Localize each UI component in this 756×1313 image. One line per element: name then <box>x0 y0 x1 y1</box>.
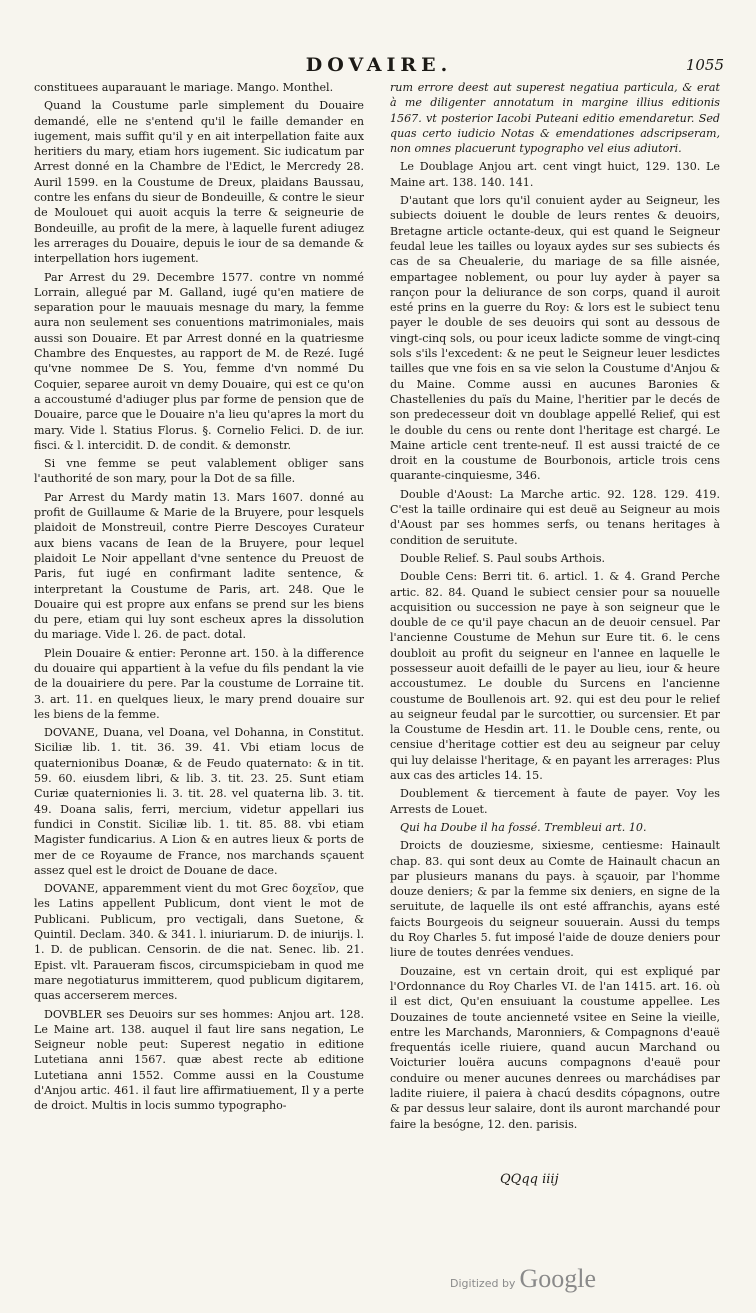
paragraph: Double d'Aoust: La Marche artic. 92. 128. 129. 419. C'est la taille ordinaire qui est deuë au Seigneur au mois d'Aoust par ses hommes serfs, ou tenans heritages à condition de seruitute. <box>390 487 720 547</box>
paragraph: Doublement & tiercement à faute de payer. Voy les Arrests de Louet. <box>390 787 720 816</box>
paragraph: Qui ha Doube il ha fossé. Trembleui art. 10. <box>400 820 647 834</box>
left-column <box>34 80 364 1175</box>
digitization-credit <box>450 1264 596 1294</box>
paragraph: Double Cens: Berri tit. 6. articl. 1. & 4. Grand Perche artic. 82. 84. Quand le subiect censier pour sa nouuelle acquisition ou succession ne paye à son seigneur que le double de ce qu'il paye chacun an de deuoir censuel. Par l'ancienne Coustume de Mehun sur Eure tit. 6. le cens doubloit au profit du seigneur en l'annee en laquelle le possesseur auoit defailli de le payer au lieu, iour & heure accoustumez. Le double du Surcens en l'ancienne coustume de Boullenois art. 92. qui est deu pour le relief au seigneur feudal par le surcottier, ou surcensier. Et par la Coustume de Hesdin art. 11. le Double cens, rente, ou censiue d'heritage cottier est deu au seigneur par celuy qui luy delaisse l'heritage, & en payant les arrerages: Plus aux cas des articles 14. 15. <box>390 570 720 783</box>
paragraph: Plein Douaire & entier: Peronne art. 150. à la difference du douaire qui appartient à la vefue du fils pendant la vie de la douairiere du pere. Par la coustume de Lorraine tit. 3. art. 11. en quelques lieux, le mary prend douaire sur les biens de la femme. <box>34 646 364 721</box>
running-head: DOVAIRE. <box>305 54 453 76</box>
right-column <box>390 80 720 1175</box>
paragraph: rum errore deest aut superest negatiua particula, & erat à me diligenter annotatum in margine illius editionis 1567. vt posterior Iacobi Puteani editio emendaretur. Sed quas certo iudicio Notas & emendationes adscripseram, non omnes placuerunt typographo vel eius adiutori. <box>390 81 720 156</box>
paragraph: Si vne femme se peut valablement obliger sans l'authorité de son mary, pour la Dot de sa fille. <box>34 457 364 486</box>
google-logo: Google <box>519 1264 596 1293</box>
page-number: 1055 <box>685 56 724 74</box>
paragraph: Douzaine, est vn certain droit, qui est expliqué par l'Ordonnance du Roy Charles VI. de l'an 1415. art. 16. où il est dict, Qu'en ensuiuant la coustume appellee. Les Douzaines de toute ancienneté vsitee en Seine la vieille, entre les Marchands, Maronniers, & Compagnons d'eauë frequentás icelle riuiere, quand aucun Marchand ou Voicturier louëra aucuns compagnons d'eauë pour conduire ou mener aucunes denrees ou marchádises par ladite riuiere, il paiera à chacú desdits cópagnons, outre & par dessus leur salaire, dont ils auront marchandé pour faire la besógne, 12. den. parisis. <box>390 964 720 1131</box>
paragraph: DOVBLER ses Deuoirs sur ses hommes: Anjou art. 128. Le Maine art. 138. auquel il faut lire sans negation, Le Seigneur noble peut: Superest negatio in editione Lutetiana anni 1567. quæ abest recte ab editione Lutetiana anni 1552. Comme aussi en la Coustume d'Anjou artic. 461. il faut lire affirmatiuement, Il y a perte de droict. Multis in locis summo typographo- <box>34 1007 364 1113</box>
paragraph: Par Arrest du Mardy matin 13. Mars 1607. donné au profit de Guillaume & Marie de la Bruyere, pour lesquels plaidoit de Monstreuil, contre Pierre Descoyes Curateur aux biens vacans de Iean de la Bruyere, pour lequel plaidoit Le Noir appellant d'vne sentence du Preuost de Paris, fut iugé en confirmant ladite sentence, & interpretant la Coustume de Paris, art. 248. Que le Douaire qui est propre aux enfans se prend sur les biens du pere, etiam qui luy sont escheux apres la dissolution du mariage. Vide l. 26. de pact. dotal. <box>34 490 364 642</box>
paragraph: Droicts de douziesme, sixiesme, centiesme: Hainault chap. 83. qui sont deux au Comte de Hainault chacun an par plusieurs manans du pays. à sçauoir, par l'homme douze deniers; & par la femme six deniers, en signe de la seruitute, de laquelle ils ont esté affranchis, ayans esté faicts Bourgeois du seigneur souuerain. Aussi du temps du Roy Charles 5. fut imposé l'aide de douze deniers pour liure de toutes denrées vendues. <box>390 839 720 960</box>
paragraph: Double Relief. S. Paul soubs Arthois. <box>400 551 606 565</box>
paragraph: Quand la Coustume parle simplement du Douaire demandé, elle ne s'entend qu'il le faille demander en iugement, mais suffit qu'il y en ait interpellation faite aux heritiers du mary, etiam hors iugement. Sic iudicatum par Arrest donné en la Chambre de l'Edict, le Mercredy 28. Auril 1599. en la Coustume de Dreux, plaidans Baussau, contre les enfans du sieur de Bondeuille, & contre le sieur de Moulouet qui auoit acquis la terre & seigneurie de Bondeuille, au profit de la mere, à laquelle furent adiugez les arrerages du Douaire, depuis le iour de sa demande & interpellation hors iugement. <box>34 99 364 266</box>
paragraph: D'autant que lors qu'il conuient ayder au Seigneur, les subiects doiuent le double de leurs rentes & deuoirs, Bretagne article octante-deux, qui est quand le Seigneur feudal leue les tailles ou loyaux aydes sur ses subiects és cas de sa Cheualerie, du mariage de sa fille aisnée, empartagee noblement, ou pour luy ayder à payer sa rançon pour la deliurance de son corps, quand il auroit esté prins en la guerre du Roy: & lors est le subiect tenu payer le double de ses deuoirs qui sont au dessous de vingt-cinq sols, ou pour iceux ladicte somme de vingt-cinq sols s'ils l'excedent: & ne peut le Seigneur leuer lesdictes tailles que vne fois en sa vie selon la Coustume d'Anjou & du Maine. Comme aussi en aucunes Baronies & Chastellenies du païs du Maine, l'heritier par le decés de son predecesseur doit vn doublage appellé Relief, qui est le double du cens ou rente dont l'heritage est chargé. Le Maine article cent trente-neuf. Il est aussi traicté de ce droit en la coustume de Bourbonois, article trois cens quarante-cinquiesme, 346. <box>390 194 720 483</box>
paragraph: DOVANE, Duana, vel Doana, vel Dohanna, in Constitut. Siciliæ lib. 1. tit. 36. 39. 41. Vbi etiam locus de quaternionibus Doanæ, & de Feudo quaternato: & in tit. 59. 60. eiusdem libri, & lib. 3. tit. 23. 25. Sunt etiam Curiæ quaternionies li. 3. tit. 28. vel quaterna lib. 3. tit. 49. Doana salis, ferri, mercium, videtur appellari ius fundici in Constit. Siciliæ lib. 1. tit. 85. 88. vbi etiam Magister fundicarius. A Lion & en autres lieux & ports de mer de ce Royaume de France, nos marchands sçauent assez quel est le droict de Douane de dace. <box>34 726 364 877</box>
digitized-label: Digitized by <box>450 1277 516 1290</box>
paragraph: Le Doublage Anjou art. cent vingt huict, 129. 130. Le Maine art. 138. 140. 141. <box>390 160 720 189</box>
paragraph: constituees auparauant le mariage. Mango. Monthel. <box>34 81 334 94</box>
paragraph: Par Arrest du 29. Decembre 1577. contre vn nommé Lorrain, allegué par M. Galland, iugé qu'en matiere de separation pour le mauuais mesnage du mary, la femme aura non seulement ses conuentions matrimoniales, mais aussi son Douaire. Et par Arrest donné en la quatriesme Chambre des Enquestes, au rapport de M. de Rezé. Iugé qu'vne nommee De S. You, femme d'vn nommé Du Coquier, separee auroit vn demy Douaire, qui est ce qu'on a accoustumé d'adiuger plus par forme de pension que de Douaire, parce que le Douaire n'a lieu qu'apres la mort du mary. Vide l. Statius Florus. §. Cornelio Felici. D. de iur. fisci. & l. intercidit. D. de condit. & demonstr. <box>34 270 364 452</box>
paragraph: DOVANE, apparemment vient du mot Grec δοχεῖον, que les Latins appellent Publicum, dont vient le mot de Publicani. Publicum, pro vectigali, dans Suetone, & Quintil. Declam. 340. & 341. l. iniuriarum. D. de iniurijs. l. 1. D. de publican. Censorin. de die nat. Senec. lib. 21. Epist. vlt. Paraueram fiscos, circumspiciebam in quod me mare negotiaturus immitterem, quod publicum digitarem, quas accerserem merces. <box>34 882 364 1003</box>
signature-mark: QQqq iiij <box>500 1172 559 1187</box>
